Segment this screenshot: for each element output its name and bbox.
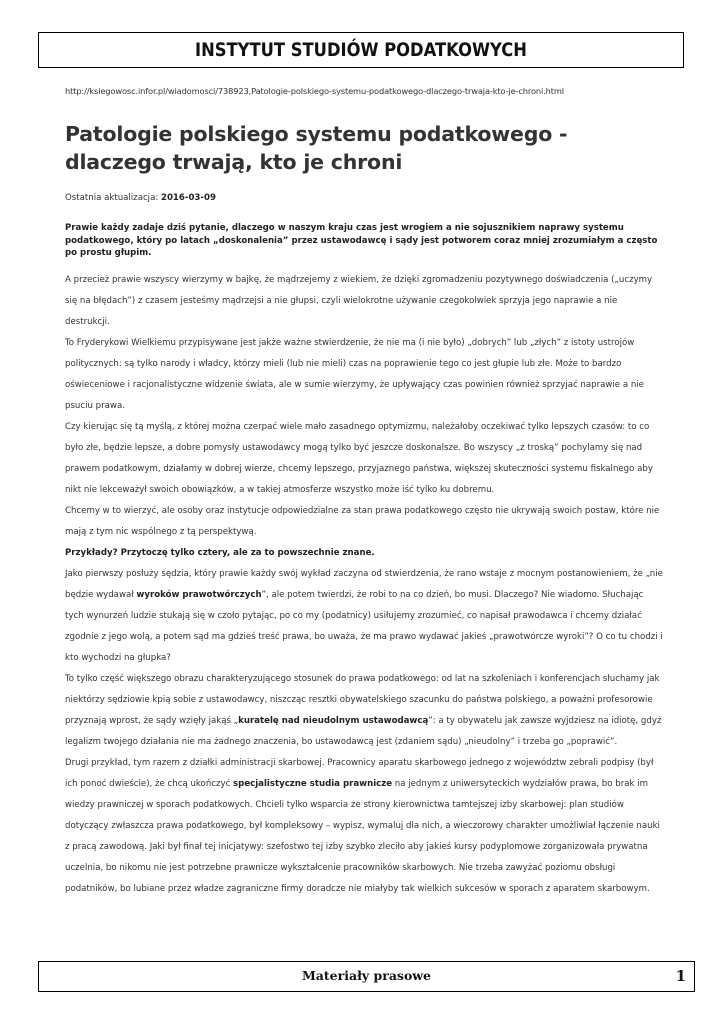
header-box: [38, 32, 684, 68]
text: Jako pierwszy posłuży sędzia, który prawie każdy swój wykład zaczyna od stwierdzenia, że rano wstaje z mocnym postanowieniem, że „nie będzie wydawał: [65, 569, 663, 600]
text: Drugi przykład, tym razem z działki administracji skarbowej. Pracownicy aparatu skarbowego jednego z województw zebrali podpisy (był ich ponoć dwieście), że chcą ukończyć: [65, 758, 654, 789]
bold-phrase: kuratelę nad nieudolnym ustawodawcą: [238, 716, 429, 726]
examples-heading: Przykłady? Przytoczę tylko cztery, ale za to powszechnie znane.: [65, 548, 375, 558]
paragraph: [65, 669, 663, 753]
paragraph: [65, 564, 663, 669]
paragraph: To Fryderykowi Wielkiemu przypisywane jest jakże ważne stwierdzenie, że nie ma (i nie było) „dobrych” lub „złych” z istoty ustrojów politycznych: są tylko narody i władcy, którzy mieli (lub nie mieli) czas na poprawienie tego co jest głupie lub złe. Może to bardzo oświeceniowe i racjonalistyczne widzenie świata, ale w sumie wierzymy, że upływający czas powinien również sprzyjać naprawie a nie psuciu prawa.: [65, 338, 644, 411]
article-body: [65, 270, 663, 900]
article-lead: Prawie każdy zadaje dziś pytanie, dlaczego w naszym kraju czas jest wrogiem a nie sojusznikiem naprawy systemu podatkowego, który po latach „doskonalenia” przez ustawodawcę i sądy jest potworem coraz mniej zrozumiałym a często po prostu głupim.: [65, 223, 658, 258]
paragraph: Chcemy w to wierzyć, ale osoby oraz instytucje odpowiedzialne za stan prawa podatkowego często nie ukrywają swoich postaw, które nie mają z tym nic wspólnego z tą perspektywą.: [65, 506, 660, 537]
bold-phrase: wyroków prawotwórczych: [136, 590, 262, 600]
paragraph-heading: [65, 543, 663, 564]
updated-label: Ostatnia aktualizacja:: [65, 193, 159, 203]
text: To tylko część większego obrazu charakteryzującego stosunek do prawa podatkowego: od lat na szkoleniach i konferencjach słuchamy jak niektórzy sędziowie kpią sobie z ustawodawcy, niszcząc resztki obywatelskiego szacunku do państwa polskiego, a poważni profesorowie przyznają wprost, że sądy wzięły jakąś „: [65, 674, 660, 726]
paragraph: [65, 753, 663, 900]
text: na jednym z uniwersyteckich wydziałów prawa, bo brak im wiedzy prawniczej w sporach podatkowych. Chcieli tylko wsparcia ze strony kierownictwa tamtejszej izby skarbowej: plan studiów dotyczący zwłaszcza prawa podatkowego, był kompleksowy – wypisz, wymaluj dla nich, a wieczorowy charakter umożliwiał łączenie nauki z pracą zawodową. Jaki był finał tej inicjatywy: szefostwo tej izby szybko zleciło aby jakieś kursy podyplomowe zorganizowała prywatna uczelnia, bo nikomu nie jest potrzebne prawnicze wykształcenie pracowników skarbowych. Nie trzeba zawyżać poziomu obsługi podatników, bo lubiane przez władze zagraniczne firmy doradcze nie miałyby tak wielkich sukcesów w sporach z aparatem skarbowym.: [65, 779, 660, 894]
footer-box: [38, 961, 695, 992]
page-number: 1: [675, 967, 686, 985]
source-url: http://ksiegowosc.infor.pl/wiadomosci/738923,Patologie-polskiego-systemu-podatkowego-dlaczego-trwaja-kto-je-chroni.html: [65, 86, 564, 96]
paragraph: A przecież prawie wszyscy wierzymy w bajkę, że mądrzejemy z wiekiem, że dzięki zgromadzeniu pozytywnego doświadczenia („uczymy się na błędach”) z czasem jesteśmy mądrzejsi a nie głupsi, czyli wielokrotne używanie czegokolwiek sprzyja jego naprawie a nie destrukcji.: [65, 275, 653, 327]
article-title: Patologie polskiego systemu podatkowego - dlaczego trwają, kto je chroni: [65, 122, 568, 174]
text: ”, ale potem twierdzi, że robi to na co dzień, bo musi. Dlaczego? Nie wiadomo. Słuchając tych wynurzeń ludzie stukają się w czoło pytając, po co my (podatnicy) usiłujemy zrozumieć, co napisał prawodawca i chcemy działać zgodnie z jego wolą, a potem sąd ma gdzieś treść prawa, bo uważa, że ma prawo wydawać jakieś „prawotwórcze wyroki”? O co tu chodzi i kto wychodzi na głupka?: [65, 590, 663, 663]
footer-label: Materiały prasowe: [301, 968, 432, 983]
paragraph: Czy kierując się tą myślą, z której można czerpać wiele mało zasadnego optymizmu, należałoby oczekiwać tylko lepszych czasów: to co było złe, będzie lepsze, a dobre pomysły ustawodawcy mogą tylko być jeszcze doskonalsze. Bo wszyscy „z troską” pochylamy się nad prawem podatkowym, działamy w dobrej wierze, chcemy lepszego, przyjaznego państwa, większej skuteczności systemu fiskalnego aby nikt nie lekceważył swoich obowiązków, a w takiej atmosferze wszystko może iść tylko ku dobremu.: [65, 422, 653, 495]
last-updated: [65, 193, 216, 203]
bold-phrase: specjalistyczne studia prawnicze: [233, 779, 393, 789]
header-title: INSTYTUT STUDIÓW PODATKOWYCH: [195, 39, 527, 61]
updated-date: 2016-03-09: [160, 193, 216, 203]
text: ”: a ty obywatelu jak zawsze wyjdziesz na idiotę, gdyż legalizm twojego działania nie ma żadnego znaczenia, bo ustawodawcą jest (zdaniem sądu) „nieudolny” i trzeba go „poprawić”.: [65, 716, 662, 747]
